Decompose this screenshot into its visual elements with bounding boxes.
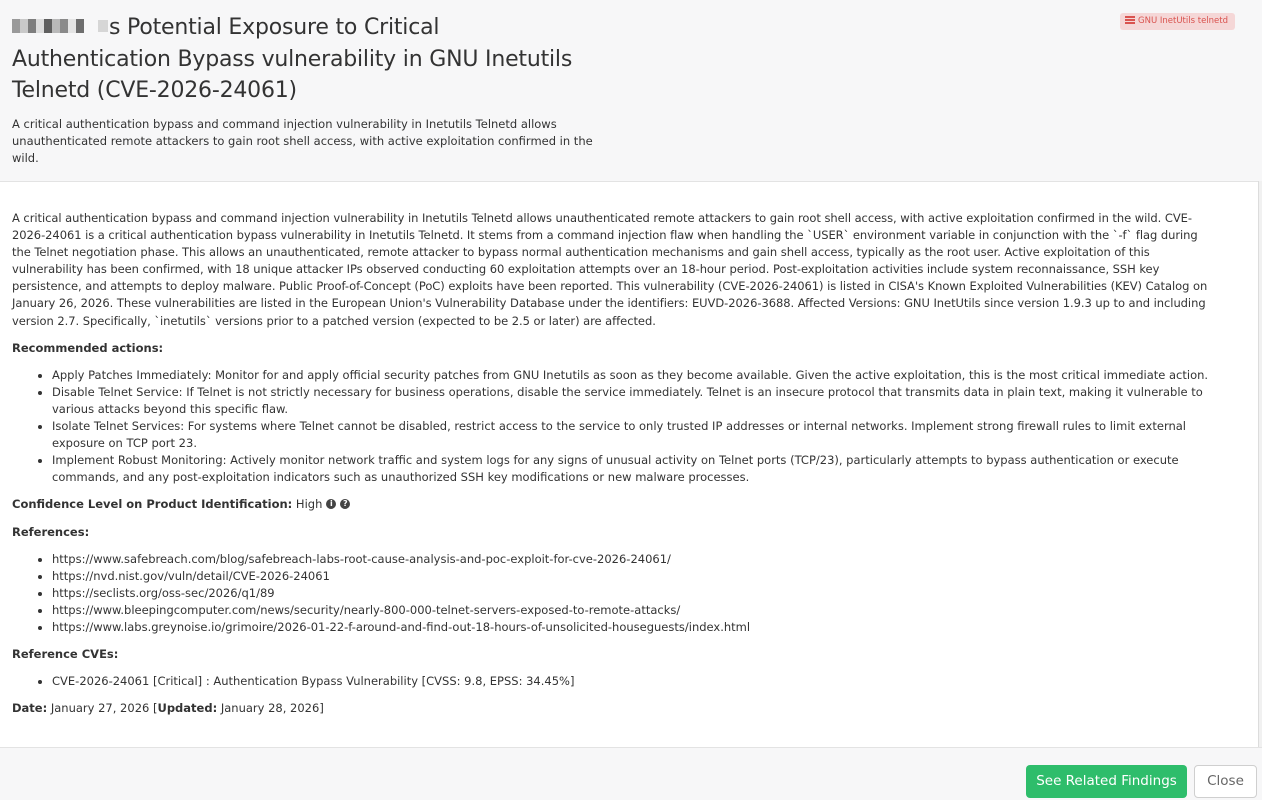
confidence-label: Confidence Level on Product Identification:: [12, 497, 293, 512]
finding-details: [12, 210, 1216, 717]
redacted-text: [98, 20, 108, 32]
menu-icon: [1125, 16, 1135, 24]
reference-link[interactable]: • https://www.safebreach.com/blog/safebreach-labs-root-cause-analysis-and-poc-exploit-for-cve-2026-24061/: [52, 551, 1216, 568]
cves-heading: Reference CVEs:: [12, 647, 119, 662]
recommended-heading: Recommended actions:: [12, 340, 164, 355]
close-button[interactable]: Close: [1194, 765, 1257, 798]
reference-link[interactable]: • https://www.labs.greynoise.io/grimoire/2026-01-22-f-around-and-find-out-18-hours-of-unsolicited-houseguests/index.html: [52, 619, 1216, 636]
modal-header: [0, 0, 1262, 181]
confidence-row: [12, 496, 1216, 513]
list-item: • Disable Telnet Service: If Telnet is not strictly necessary for business operations, disable the service immediately. Telnet is an insecure protocol that transmits data in plain text, making it vulnerable to various attacks beyond this specific flaw.: [52, 384, 1216, 418]
updated-value: January 28, 2026: [220, 701, 320, 716]
description: A critical authentication bypass and command injection vulnerability in Inetutils Telnetd allows unauthenticated remote attackers to gain root shell access, with active exploitation confirmed in the wild. CVE-2026-24061 is a critical authentication bypass vulnerability in Inetutils Telnetd. It stems from a command injection flaw when handling the `USER` environment variable in conjunction with the `-f` flag during the Telnet negotiation phase. This allows an unauthenticated, remote attacker to bypass normal authentication mechanisms and gain shell access, typically as the root user. Active exploitation of this vulnerability has been confirmed, with 18 unique attacker IPs observed conducting 60 exploitation attempts over an 18-hour period. Post-exploitation activities include system reconnaissance, SSH key persistence, and attempts to deploy malware. Public Proof-of-Concept (PoC) exploits have been reported. This vulnerability (CVE-2026-24061) is listed in CISA's Known Exploited Vulnerabilities (KEV) Catalog on January 26, 2026. These vulnerabilities are listed in the European Union's Vulnerability Database under the identifiers: EUVD-2026-3688. Affected Versions: GNU InetUtils since version 1.9.3 up to and including version 2.7. Specifically, `inetutils` versions prior to a patched version (expected to be 2.5 or later) are affected.: [12, 211, 1208, 328]
see-related-findings-button[interactable]: See Related Findings: [1026, 765, 1187, 798]
list-item: • Isolate Telnet Services: For systems where Telnet cannot be disabled, restrict access to the service to only trusted IP addresses or internal networks. Implement strong firewall rules to limit external exposure on TCP port 23.: [52, 418, 1216, 452]
cves-list: [12, 673, 1216, 690]
date-label: Date:: [12, 701, 48, 716]
help-icon[interactable]: ?: [340, 499, 350, 509]
references-heading: References:: [12, 524, 90, 539]
info-icon[interactable]: i: [326, 499, 336, 509]
references-list: [12, 551, 1216, 636]
confidence-value: High: [295, 497, 323, 512]
scrollbar[interactable]: [1258, 181, 1262, 747]
list-item: • CVE-2026-24061 [Critical] : Authentication Bypass Vulnerability [CVSS: 9.8, EPSS: 34.45%]: [52, 673, 1216, 690]
redacted-text: [12, 19, 84, 33]
date-row: Date: January 27, 2026 [Updated: January 28, 2026]: [12, 701, 324, 716]
modal-footer: [0, 747, 1262, 800]
updated-label: Updated:: [157, 701, 218, 716]
modal-body[interactable]: [0, 181, 1258, 747]
product-tag-label: GNU InetUtils telnetd: [1138, 16, 1229, 26]
product-tag: [1120, 13, 1235, 30]
page-title-block: [12, 12, 587, 107]
page-title: s Potential Exposure to Critical Authentication Bypass vulnerability in GNU Inetutils Telnetd (CVE-2026-24061): [12, 15, 573, 103]
reference-link[interactable]: • https://www.bleepingcomputer.com/news/security/nearly-800-000-telnet-servers-exposed-to-remote-attacks/: [52, 602, 1216, 619]
recommended-list: [12, 367, 1216, 487]
reference-link[interactable]: • https://nvd.nist.gov/vuln/detail/CVE-2026-24061: [52, 568, 1216, 585]
list-item: • Implement Robust Monitoring: Actively monitor network traffic and system logs for any signs of unusual activity on Telnet ports (TCP/23), particularly attempts to bypass authentication or execute commands, and any post-exploitation indicators such as unauthorized SSH key modifications or new malware processes.: [52, 452, 1216, 486]
date-value: January 27, 2026: [50, 701, 150, 716]
list-item: • Apply Patches Immediately: Monitor for and apply official security patches from GNU Inetutils as soon as they become available. Given the active exploitation, this is the most critical immediate action.: [52, 367, 1216, 384]
reference-link[interactable]: • https://seclists.org/oss-sec/2026/q1/89: [52, 585, 1216, 602]
page-subtitle: A critical authentication bypass and command injection vulnerability in Inetutils Telnetd allows unauthenticated remote attackers to gain root shell access, with active exploitation confirmed in the wild.: [12, 117, 593, 165]
